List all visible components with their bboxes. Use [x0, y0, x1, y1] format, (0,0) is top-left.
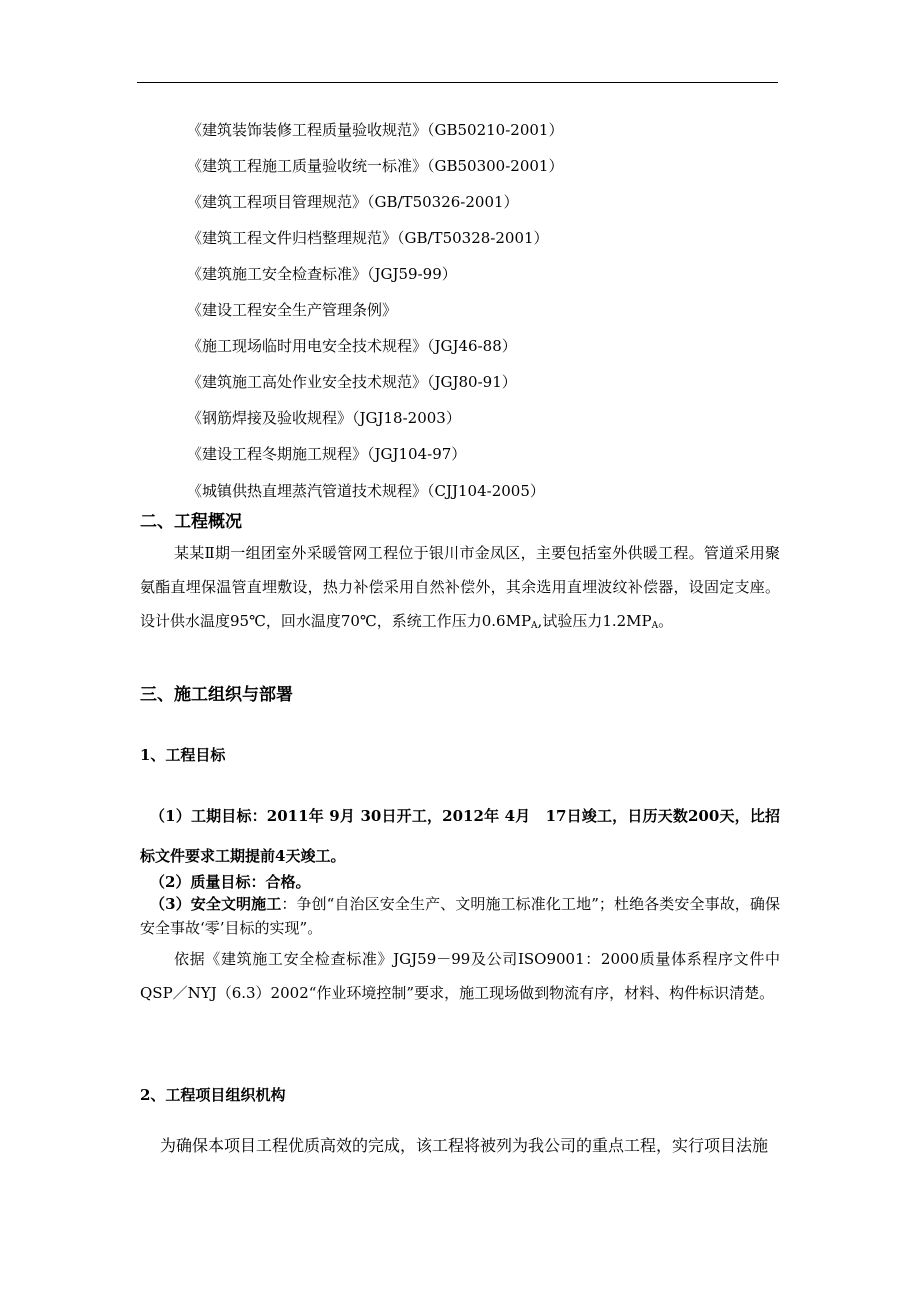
standard-item: 《施工现场临时用电安全技术规程》（JGJ46-88） [187, 337, 517, 355]
overview-text: 某某Ⅱ期一组团室外采暖管网工程位于银川市金凤区，主要包括室外供暖工程。管道采用聚氨酯直埋保温管直埋敷设，热力补偿采用自然补偿外，其余选用直埋波纹补偿器，设固定支座。设计供水温度95℃，回水温度70℃，系统工作压力0.6MP [140, 544, 780, 630]
unit-subscript: A [651, 621, 659, 631]
header-rule [137, 82, 778, 83]
standard-item: 《建筑工程施工质量验收统一标准》（GB50300-2001） [187, 157, 564, 175]
standard-item: 《建筑装饰装修工程质量验收规范》（GB50210-2001） [187, 121, 564, 139]
standard-item: 《钢筋焊接及验收规程》（JGJ18-2003） [187, 409, 461, 427]
standard-item: 《建设工程冬期施工规程》（JGJ104-97） [187, 445, 467, 463]
standard-item: 《城镇供热直埋蒸汽管道技术规程》（CJJ104-2005） [187, 482, 545, 500]
overview-paragraph [140, 536, 780, 643]
standard-item: 《建筑施工安全检查标准》（JGJ59-99） [187, 265, 457, 283]
goal-safety-text: ：争创“自治区安全生产、文明施工标准化工地”；杜绝各类安全事故，确保安全事故‘零’目标的实现”。 [140, 895, 780, 937]
standard-item: 《建筑工程文件归档整理规范》（GB/T50328-2001） [187, 229, 549, 247]
section-heading-organization: 三、施工组织与部署 [140, 685, 293, 705]
org-paragraph: 为确保本项目工程优质高效的完成，该工程将被列为我公司的重点工程，实行项目法施 [160, 1136, 769, 1155]
goal-schedule: （1）工期目标：2011年 9月 30日开工，2012年 4月 17日竣工，日历天数200天，比招标文件要求工期提前4天竣工。 [140, 807, 780, 865]
basis-paragraph: 依据《建筑施工安全检查标准》JGJ59－99及公司ISO9001：2000质量体系程序文件中QSP／NYJ（6.3）2002“作业环境控制”要求，施工现场做到物流有序，材料、构件标识清楚。 [140, 950, 780, 1002]
standard-item: 《建筑施工高处作业安全技术规范》（JGJ80-91） [187, 373, 517, 391]
goal-safety [140, 892, 780, 940]
unit-subscript: A [531, 621, 538, 631]
standard-item: 《建设工程安全生产管理条例》 [187, 301, 398, 319]
overview-text-mid: ,试验压力1.2MP [537, 612, 652, 630]
subsection-heading-goals: 1、工程目标 [140, 746, 226, 764]
overview-text-end: 。 [658, 612, 674, 630]
goal-quality: （2）质量目标：合格。 [150, 873, 311, 891]
standard-item: 《建筑工程项目管理规范》（GB/T50326-2001） [187, 193, 519, 211]
subsection-heading-org-structure: 2、工程项目组织机构 [140, 1086, 286, 1104]
goal-safety-label: （3）安全文明施工 [150, 895, 282, 913]
section-heading-overview: 二、工程概况 [140, 512, 242, 532]
